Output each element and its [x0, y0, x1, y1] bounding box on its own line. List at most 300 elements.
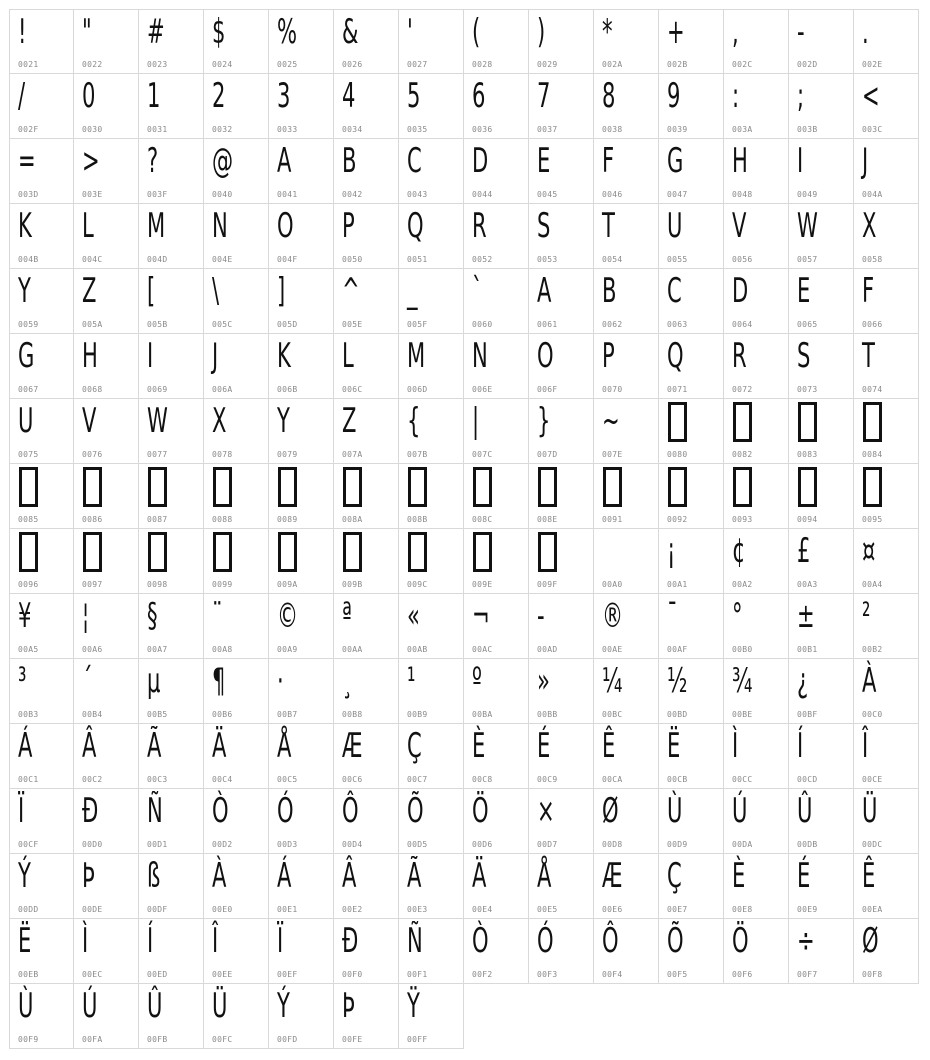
glyph-cell	[204, 334, 269, 399]
glyph-character: "	[82, 12, 92, 52]
missing-glyph-box-icon	[798, 402, 817, 442]
glyph-code-label: 0069	[147, 385, 168, 394]
glyph-cell	[204, 9, 269, 74]
glyph-code-label: 003F	[147, 190, 168, 199]
glyph-code-label: 0093	[732, 515, 753, 524]
glyph-cell	[399, 724, 464, 789]
glyph-cell	[399, 594, 464, 659]
glyph-cell	[464, 919, 529, 984]
glyph-character: X	[862, 206, 877, 246]
glyph-character: »	[537, 661, 550, 701]
glyph-code-label: 0070	[602, 385, 623, 394]
glyph-cell	[74, 789, 139, 854]
glyph-code-label: 00D7	[537, 840, 558, 849]
glyph-cell	[789, 789, 854, 854]
glyph-code-label: 004C	[82, 255, 103, 264]
glyph-code-label: 00A9	[277, 645, 298, 654]
glyph-cell	[334, 9, 399, 74]
glyph-character: I	[147, 336, 154, 376]
glyph-code-label: 0060	[472, 320, 493, 329]
glyph-cell	[724, 74, 789, 139]
glyph-cell	[659, 464, 724, 529]
glyph-code-label: 00B4	[82, 710, 103, 719]
glyph-cell	[74, 659, 139, 724]
glyph-code-label: 00CA	[602, 775, 623, 784]
glyph-cell	[9, 139, 74, 204]
glyph-cell	[334, 74, 399, 139]
glyph-cell	[269, 919, 334, 984]
glyph-character: A	[277, 141, 292, 181]
glyph-code-label: 008C	[472, 515, 493, 524]
glyph-code-label: 00FE	[342, 1035, 363, 1044]
glyph-cell	[854, 789, 919, 854]
glyph-character: Ì	[732, 726, 739, 766]
glyph-character: Ã	[407, 856, 422, 896]
glyph-cell	[74, 724, 139, 789]
glyph-code-label: 00E8	[732, 905, 753, 914]
glyph-cell	[74, 269, 139, 334]
glyph-code-label: 00E3	[407, 905, 428, 914]
glyph-code-label: 00BE	[732, 710, 753, 719]
glyph-code-label: 00F9	[18, 1035, 39, 1044]
glyph-character: ^	[342, 271, 360, 311]
glyph-code-label: 0074	[862, 385, 883, 394]
glyph-cell	[139, 74, 204, 139]
glyph-code-label: 00EB	[18, 970, 39, 979]
glyph-character: Î	[212, 921, 219, 961]
missing-glyph-box-icon	[408, 532, 427, 572]
glyph-cell	[399, 204, 464, 269]
glyph-character: ®	[602, 596, 624, 636]
glyph-code-label: 005C	[212, 320, 233, 329]
glyph-code-label: 0057	[797, 255, 818, 264]
glyph-cell	[594, 139, 659, 204]
glyph-character: M	[407, 336, 426, 376]
glyph-code-label: 00B7	[277, 710, 298, 719]
glyph-character: E	[537, 141, 551, 181]
glyph-cell	[269, 659, 334, 724]
glyph-code-label: 0036	[472, 125, 493, 134]
glyph-code-label: 0058	[862, 255, 883, 264]
glyph-character: Ú	[82, 986, 98, 1026]
glyph-character: ¢	[732, 531, 746, 571]
glyph-code-label: 00F8	[862, 970, 883, 979]
glyph-character: Ú	[732, 791, 748, 831]
glyph-cell	[594, 269, 659, 334]
glyph-character: 5	[407, 76, 421, 116]
glyph-character: (	[472, 12, 481, 52]
glyph-code-label: 0096	[18, 580, 39, 589]
glyph-character: 4	[342, 76, 356, 116]
glyph-cell	[464, 9, 529, 74]
glyph-code-label: 00DA	[732, 840, 753, 849]
glyph-cell	[659, 594, 724, 659]
glyph-character: Õ	[667, 921, 684, 961]
missing-glyph-box-icon	[213, 532, 232, 572]
glyph-cell	[464, 139, 529, 204]
glyph-code-label: 009B	[342, 580, 363, 589]
glyph-character: Ë	[667, 726, 681, 766]
glyph-code-label: 00F0	[342, 970, 363, 979]
glyph-code-label: 00DC	[862, 840, 883, 849]
glyph-character: Ù	[667, 791, 683, 831]
glyph-code-label: 00DF	[147, 905, 168, 914]
glyph-character: Ü	[212, 986, 228, 1026]
glyph-character: *	[602, 12, 613, 52]
glyph-cell	[659, 9, 724, 74]
glyph-cell	[659, 399, 724, 464]
glyph-character: >	[82, 141, 100, 181]
glyph-code-label: 009F	[537, 580, 558, 589]
glyph-cell	[529, 334, 594, 399]
glyph-cell	[724, 919, 789, 984]
glyph-character: =	[18, 141, 36, 181]
glyph-code-label: 0035	[407, 125, 428, 134]
glyph-code-label: 00EE	[212, 970, 233, 979]
glyph-character: B	[342, 141, 357, 181]
glyph-code-label: 0072	[732, 385, 753, 394]
glyph-cell	[529, 594, 594, 659]
glyph-code-label: 00B2	[862, 645, 883, 654]
glyph-code-label: 00F7	[797, 970, 818, 979]
glyph-character: -	[537, 596, 545, 636]
glyph-character: [	[147, 271, 156, 311]
missing-glyph-box-icon	[83, 467, 102, 507]
glyph-character: R	[472, 206, 487, 246]
glyph-code-label: 007B	[407, 450, 428, 459]
glyph-character: P	[342, 206, 355, 246]
glyph-code-label: 00ED	[147, 970, 168, 979]
glyph-cell	[139, 269, 204, 334]
missing-glyph-box-icon	[213, 467, 232, 507]
glyph-code-label: 006F	[537, 385, 558, 394]
glyph-cell	[464, 74, 529, 139]
glyph-cell	[659, 854, 724, 919]
glyph-character: À	[862, 661, 877, 701]
glyph-cell	[399, 334, 464, 399]
glyph-code-label: 00FD	[277, 1035, 298, 1044]
glyph-code-label: 00A8	[212, 645, 233, 654]
missing-glyph-box-icon	[863, 402, 882, 442]
glyph-cell	[594, 854, 659, 919]
glyph-cell	[204, 594, 269, 659]
glyph-code-label: 0024	[212, 60, 233, 69]
glyph-code-label: 00CF	[18, 840, 39, 849]
glyph-code-label: 0075	[18, 450, 39, 459]
glyph-code-label: 00CC	[732, 775, 753, 784]
glyph-cell	[139, 9, 204, 74]
glyph-code-label: 00FC	[212, 1035, 233, 1044]
glyph-code-label: 0097	[82, 580, 103, 589]
glyph-character: A	[537, 271, 552, 311]
glyph-code-label: 0066	[862, 320, 883, 329]
glyph-cell	[334, 984, 399, 1049]
glyph-cell	[464, 724, 529, 789]
glyph-cell	[9, 529, 74, 594]
glyph-code-label: 005E	[342, 320, 363, 329]
missing-glyph-box-icon	[733, 402, 752, 442]
missing-glyph-box-icon	[278, 467, 297, 507]
missing-glyph-box-icon	[473, 532, 492, 572]
missing-glyph-box-icon	[19, 467, 38, 507]
glyph-character: ,	[732, 12, 739, 52]
glyph-code-label: 0085	[18, 515, 39, 524]
glyph-character: ´	[82, 661, 93, 701]
glyph-cell	[204, 529, 269, 594]
glyph-character: U	[667, 206, 683, 246]
glyph-code-label: 00CE	[862, 775, 883, 784]
glyph-cell	[854, 399, 919, 464]
glyph-code-label: 00C1	[18, 775, 39, 784]
glyph-character: G	[667, 141, 684, 181]
glyph-cell	[9, 464, 74, 529]
glyph-code-label: 005B	[147, 320, 168, 329]
glyph-cell	[334, 789, 399, 854]
glyph-character: Ù	[18, 986, 34, 1026]
glyph-code-label: 00B1	[797, 645, 818, 654]
glyph-cell	[204, 854, 269, 919]
glyph-character: |	[472, 401, 480, 441]
glyph-code-label: 00A4	[862, 580, 883, 589]
glyph-cell	[659, 789, 724, 854]
glyph-code-label: 008B	[407, 515, 428, 524]
glyph-character: ¾	[732, 661, 753, 701]
glyph-character: Ì	[82, 921, 89, 961]
glyph-cell	[789, 74, 854, 139]
glyph-cell	[139, 984, 204, 1049]
glyph-cell	[594, 204, 659, 269]
glyph-code-label: 0043	[407, 190, 428, 199]
glyph-code-label: 002D	[797, 60, 818, 69]
glyph-character: Ò	[212, 791, 229, 831]
glyph-code-label: 0095	[862, 515, 883, 524]
glyph-code-label: 002F	[18, 125, 39, 134]
glyph-cell	[9, 334, 74, 399]
glyph-cell	[854, 854, 919, 919]
glyph-code-label: 00AF	[667, 645, 688, 654]
missing-glyph-box-icon	[863, 467, 882, 507]
glyph-character: Ê	[862, 856, 876, 896]
glyph-cell	[9, 399, 74, 464]
glyph-code-label: 003A	[732, 125, 753, 134]
glyph-character: Ê	[602, 726, 616, 766]
glyph-cell	[724, 724, 789, 789]
glyph-cell	[139, 334, 204, 399]
glyph-code-label: 00EA	[862, 905, 883, 914]
glyph-character: ·	[277, 661, 284, 701]
glyph-cell	[399, 399, 464, 464]
glyph-character: 0	[82, 76, 96, 116]
glyph-character: ?	[147, 141, 159, 181]
glyph-cell	[529, 399, 594, 464]
glyph-code-label: 00BB	[537, 710, 558, 719]
glyph-cell	[334, 464, 399, 529]
glyph-character: C	[667, 271, 682, 311]
glyph-code-label: 005F	[407, 320, 428, 329]
glyph-cell	[659, 139, 724, 204]
glyph-cell	[789, 594, 854, 659]
glyph-code-label: 0063	[667, 320, 688, 329]
glyph-character: X	[212, 401, 227, 441]
glyph-character: Å	[277, 726, 292, 766]
glyph-code-label: 0026	[342, 60, 363, 69]
glyph-character: Þ	[342, 986, 355, 1026]
glyph-cell	[594, 399, 659, 464]
glyph-cell	[269, 204, 334, 269]
glyph-cell	[9, 854, 74, 919]
glyph-cell	[74, 919, 139, 984]
glyph-character: ¹	[407, 661, 416, 701]
glyph-code-label: 00C7	[407, 775, 428, 784]
glyph-code-label: 00FB	[147, 1035, 168, 1044]
glyph-code-label: 0037	[537, 125, 558, 134]
glyph-character: W	[797, 206, 818, 246]
glyph-code-label: 00E5	[537, 905, 558, 914]
glyph-code-label: 00AB	[407, 645, 428, 654]
glyph-cell	[204, 659, 269, 724]
glyph-code-label: 00B5	[147, 710, 168, 719]
glyph-character: 9	[667, 76, 681, 116]
glyph-character: Ñ	[407, 921, 423, 961]
glyph-cell	[74, 9, 139, 74]
glyph-cell	[789, 724, 854, 789]
glyph-code-label: 00BA	[472, 710, 493, 719]
glyph-cell	[399, 984, 464, 1049]
glyph-character: Û	[147, 986, 163, 1026]
glyph-code-label: 004E	[212, 255, 233, 264]
missing-glyph-box-icon	[408, 467, 427, 507]
glyph-code-label: 00F2	[472, 970, 493, 979]
glyph-cell	[9, 594, 74, 659]
glyph-code-label: 00D6	[472, 840, 493, 849]
glyph-cell	[854, 9, 919, 74]
missing-glyph-box-icon	[473, 467, 492, 507]
glyph-code-label: 005D	[277, 320, 298, 329]
glyph-code-label: 0083	[797, 450, 818, 459]
glyph-code-label: 006E	[472, 385, 493, 394]
glyph-cell	[854, 269, 919, 334]
glyph-code-label: 0089	[277, 515, 298, 524]
glyph-code-label: 0030	[82, 125, 103, 134]
glyph-code-label: 00FF	[407, 1035, 428, 1044]
glyph-code-label: 00C9	[537, 775, 558, 784]
glyph-character: ¬	[472, 596, 490, 636]
glyph-code-label: 004F	[277, 255, 298, 264]
glyph-character: °	[732, 596, 743, 636]
glyph-character: Ð	[342, 921, 359, 961]
glyph-character: Y	[277, 401, 290, 441]
glyph-cell	[789, 269, 854, 334]
glyph-code-label: 0087	[147, 515, 168, 524]
glyph-cell	[74, 139, 139, 204]
glyph-code-label: 00F5	[667, 970, 688, 979]
glyph-code-label: 00FA	[82, 1035, 103, 1044]
glyph-character: Ö	[732, 921, 749, 961]
glyph-character: ½	[667, 661, 688, 701]
glyph-character: +	[667, 12, 685, 52]
glyph-code-label: 00EC	[82, 970, 103, 979]
missing-glyph-box-icon	[19, 532, 38, 572]
glyph-character: Á	[277, 856, 292, 896]
glyph-code-label: 009C	[407, 580, 428, 589]
glyph-code-label: 00D4	[342, 840, 363, 849]
glyph-code-label: 00D1	[147, 840, 168, 849]
glyph-cell	[204, 464, 269, 529]
glyph-cell	[464, 789, 529, 854]
glyph-cell	[854, 74, 919, 139]
glyph-cell	[659, 74, 724, 139]
glyph-character: O	[277, 206, 294, 246]
glyph-code-label: 0039	[667, 125, 688, 134]
glyph-character: 8	[602, 76, 616, 116]
glyph-code-label: 008E	[537, 515, 558, 524]
glyph-code-label: 002A	[602, 60, 623, 69]
glyph-character: Ô	[342, 791, 359, 831]
glyph-character: Ï	[18, 791, 25, 831]
glyph-character: H	[732, 141, 748, 181]
glyph-character: Â	[82, 726, 97, 766]
glyph-code-label: 0071	[667, 385, 688, 394]
glyph-cell	[334, 334, 399, 399]
glyph-code-label: 00A7	[147, 645, 168, 654]
glyph-code-label: 006B	[277, 385, 298, 394]
glyph-cell	[854, 919, 919, 984]
glyph-code-label: 00CD	[797, 775, 818, 784]
glyph-code-label: 0056	[732, 255, 753, 264]
glyph-code-label: 00DD	[18, 905, 39, 914]
glyph-code-label: 00F3	[537, 970, 558, 979]
glyph-character: $	[212, 12, 226, 52]
glyph-character: ¨	[212, 596, 223, 636]
glyph-cell	[269, 9, 334, 74]
glyph-code-label: 0044	[472, 190, 493, 199]
glyph-character: Ò	[472, 921, 489, 961]
glyph-cell	[334, 854, 399, 919]
glyph-code-label: 0028	[472, 60, 493, 69]
glyph-character: J	[862, 141, 869, 181]
glyph-cell	[659, 269, 724, 334]
glyph-code-label: 0025	[277, 60, 298, 69]
glyph-cell	[399, 269, 464, 334]
glyph-cell	[139, 724, 204, 789]
glyph-character: Ë	[18, 921, 32, 961]
glyph-cell	[594, 919, 659, 984]
glyph-cell	[854, 204, 919, 269]
glyph-code-label: 0054	[602, 255, 623, 264]
glyph-code-label: 0080	[667, 450, 688, 459]
glyph-cell	[399, 854, 464, 919]
glyph-code-label: 0033	[277, 125, 298, 134]
glyph-character: Ý	[18, 856, 31, 896]
glyph-code-label: 009E	[472, 580, 493, 589]
glyph-cell	[399, 789, 464, 854]
glyph-character: C	[407, 141, 422, 181]
glyph-character: Æ	[342, 726, 363, 766]
glyph-code-label: 0088	[212, 515, 233, 524]
glyph-character: %	[277, 12, 298, 52]
glyph-cell	[724, 789, 789, 854]
glyph-code-label: 0047	[667, 190, 688, 199]
glyph-code-label: 002C	[732, 60, 753, 69]
glyph-cell	[659, 204, 724, 269]
glyph-cell	[529, 659, 594, 724]
glyph-cell	[9, 984, 74, 1049]
glyph-cell	[659, 529, 724, 594]
glyph-character: U	[18, 401, 34, 441]
glyph-character: I	[797, 141, 804, 181]
glyph-code-label: 002B	[667, 60, 688, 69]
glyph-cell	[334, 399, 399, 464]
